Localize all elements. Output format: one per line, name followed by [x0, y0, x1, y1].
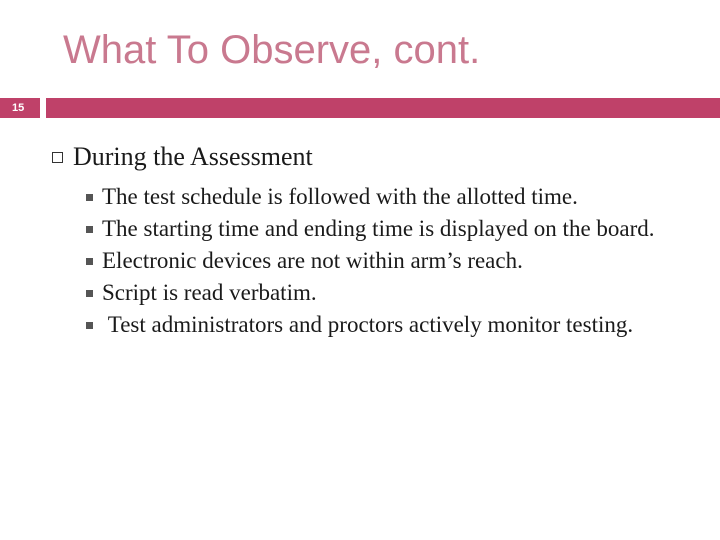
- filled-square-icon: [86, 322, 93, 329]
- list-item-text: Test administrators and proctors actively monitor testing.: [102, 312, 634, 337]
- filled-square-icon: [86, 226, 93, 233]
- list-item-text: Script is read verbatim.: [102, 280, 317, 305]
- list-item-text: The starting time and ending time is displayed on the board.: [102, 216, 655, 241]
- list-item-text: The test schedule is followed with the allotted time.: [102, 184, 578, 209]
- list-item: [72, 277, 692, 309]
- list-item: [72, 309, 692, 341]
- filled-square-icon: [86, 194, 93, 201]
- list-item: [72, 181, 692, 213]
- slide-number: 15: [12, 102, 25, 114]
- list-item-text: Electronic devices are not within arm’s reach.: [102, 248, 523, 273]
- filled-square-icon: [86, 290, 93, 297]
- section-heading: During the Assessment: [73, 142, 313, 171]
- filled-square-icon: [86, 258, 93, 265]
- hollow-square-icon: [52, 152, 63, 163]
- bullet-list: [72, 181, 692, 341]
- list-item: [72, 245, 692, 277]
- accent-bar: [46, 98, 720, 118]
- list-item: [72, 213, 692, 245]
- heading-bullet-item: [52, 140, 313, 174]
- slide-title: What To Observe, cont.: [63, 28, 481, 72]
